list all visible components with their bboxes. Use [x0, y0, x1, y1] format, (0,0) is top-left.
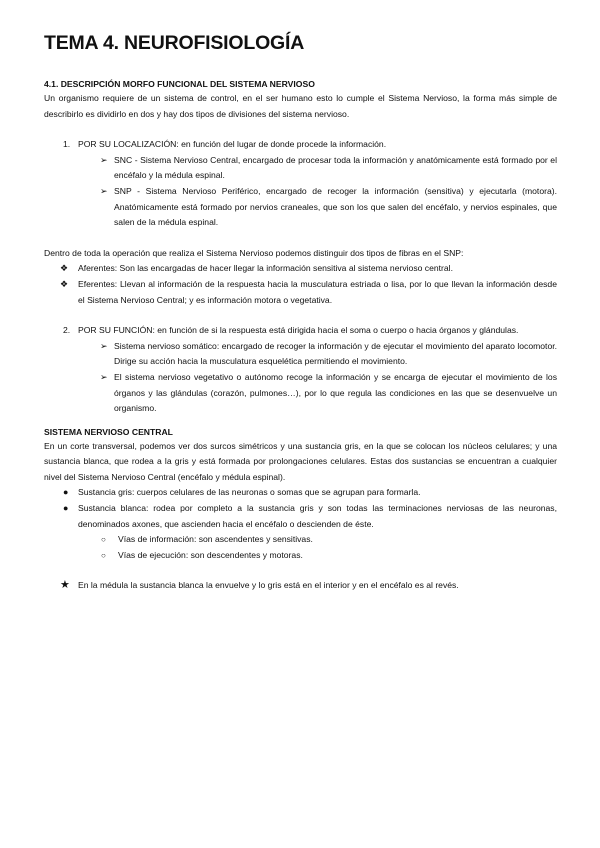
note-item: [44, 578, 557, 594]
snc-intro-paragraph: En un corte transversal, podemos ver dos surcos simétricos y una sustancia gris, en la que se colocan los núcleos celulares; y una sustancia blanca, que rodea a la gris y está formada por prolongaciones celulares. Estas dos sustancias se encuentran a cualquier nivel del Sistema Nervioso Central (encéfalo y médula espinal).: [44, 440, 557, 482]
fibers-intro-paragraph: Dentro de toda la operación que realiza el Sistema Nervioso podemos distinguir dos tipos de fibras en el SNP:: [44, 247, 464, 258]
diamond-bullet-icon: ❖: [60, 263, 69, 274]
list-item-text: Aferentes: Son las encargadas de hacer llegar la información sensitiva al sistema nervioso central.: [78, 263, 453, 274]
list-item-snc: [44, 153, 557, 184]
dot-bullet-icon: ●: [63, 503, 69, 514]
list-item-text: Sustancia blanca: rodea por completo a la sustancia gris y son todas las terminaciones nerviosas de las neuronas, denominados axones, que ascienden hacia el encéfalo o descienden de éste.: [78, 503, 557, 529]
list-item-text: Vías de información: son ascendentes y sensitivas.: [118, 534, 313, 545]
star-icon: ★: [60, 579, 70, 592]
list-item-localizacion: [44, 137, 557, 153]
circle-bullet-icon: ○: [101, 550, 106, 560]
arrow-bullet-icon: ➢: [100, 185, 108, 196]
list-item-somatico: [44, 339, 557, 370]
intro-paragraph: Un organismo requiere de un sistema de control, en el ser humano esto lo cumple el Sistema Nervioso, la forma más simple de describirlo es dividirlo en dos y hay dos tipos de divisiones del sistema nervioso.: [44, 93, 557, 119]
page-title: TEMA 4. NEUROFISIOLOGÍA: [44, 32, 305, 54]
arrow-bullet-icon: ➢: [100, 340, 108, 351]
list-item-vegetativo: [44, 370, 557, 417]
note-text: En la médula la sustancia blanca la envuelve y lo gris está en el interior y en el encéfalo es al revés.: [78, 580, 459, 591]
list-item-text: Sistema nervioso somático: encargado de recoger la información y de ejecutar el movimiento del aparato locomotor. Dirige su acción hacia la musculatura esquelética permitiendo el movimiento.: [114, 340, 557, 367]
list-item-aferentes: [44, 261, 557, 277]
list-item-eferentes: [44, 277, 557, 308]
circle-bullet-icon: ○: [101, 535, 106, 545]
list-item-vias-ejecucion: [44, 548, 557, 564]
arrow-bullet-icon: ➢: [100, 154, 108, 165]
list-item-text: Vías de ejecución: son descendentes y motoras.: [118, 549, 303, 560]
list-item-text: El sistema nervioso vegetativo o autónomo recoge la información y se encarga de ejecutar el movimiento de los órganos y las glándulas (corazón, pulmones…), por lo que regula las condiciones en las que se desenvuelve un organismo.: [114, 371, 557, 414]
list-item-text: Eferentes: Llevan al información de la respuesta hacia la musculatura estriada o lisa, por lo que llevan la información desde el Sistema Nervioso Central; y es información motora o vegetativa.: [78, 278, 557, 305]
list-number: 2.: [63, 325, 71, 336]
dot-bullet-icon: ●: [63, 487, 69, 498]
arrow-bullet-icon: ➢: [100, 371, 108, 382]
list-number: 1.: [63, 139, 71, 150]
list-item-text: POR SU FUNCIÓN: en función de si la respuesta está dirigida hacia el soma o cuerpo o hacia órganos y glándulas.: [78, 325, 519, 336]
list-item-text: SNC - Sistema Nervioso Central, encargado de procesar toda la información y anatómicamente está formado por el encéfalo y la médula espinal.: [114, 154, 557, 181]
diamond-bullet-icon: ❖: [60, 278, 69, 289]
list-item-text: Sustancia gris: cuerpos celulares de las neuronas o somas que se agrupan para formarla.: [78, 487, 421, 498]
section-heading-snc: SISTEMA NERVIOSO CENTRAL: [44, 426, 173, 437]
list-item-text: POR SU LOCALIZACIÓN: en función del lugar de donde procede la información.: [78, 139, 387, 150]
section-heading-descripcion: 4.1. DESCRIPCIÓN MORFO FUNCIONAL DEL SISTEMA NERVIOSO: [44, 79, 315, 89]
list-item-text: SNP - Sistema Nervioso Periférico, encargado de recoger la información (sensitiva) y ejecutarla (motora). Anatómicamente está formado por nervios craneales, que son los que salen del encéfalo, y nervios espinales, que salen de la médula espinal.: [114, 185, 557, 228]
list-item-vias-informacion: [44, 532, 557, 548]
list-item-sustancia-blanca: [44, 501, 557, 532]
list-item-snp: [44, 184, 557, 231]
list-item-funcion: [44, 323, 557, 339]
list-item-sustancia-gris: [44, 485, 557, 501]
